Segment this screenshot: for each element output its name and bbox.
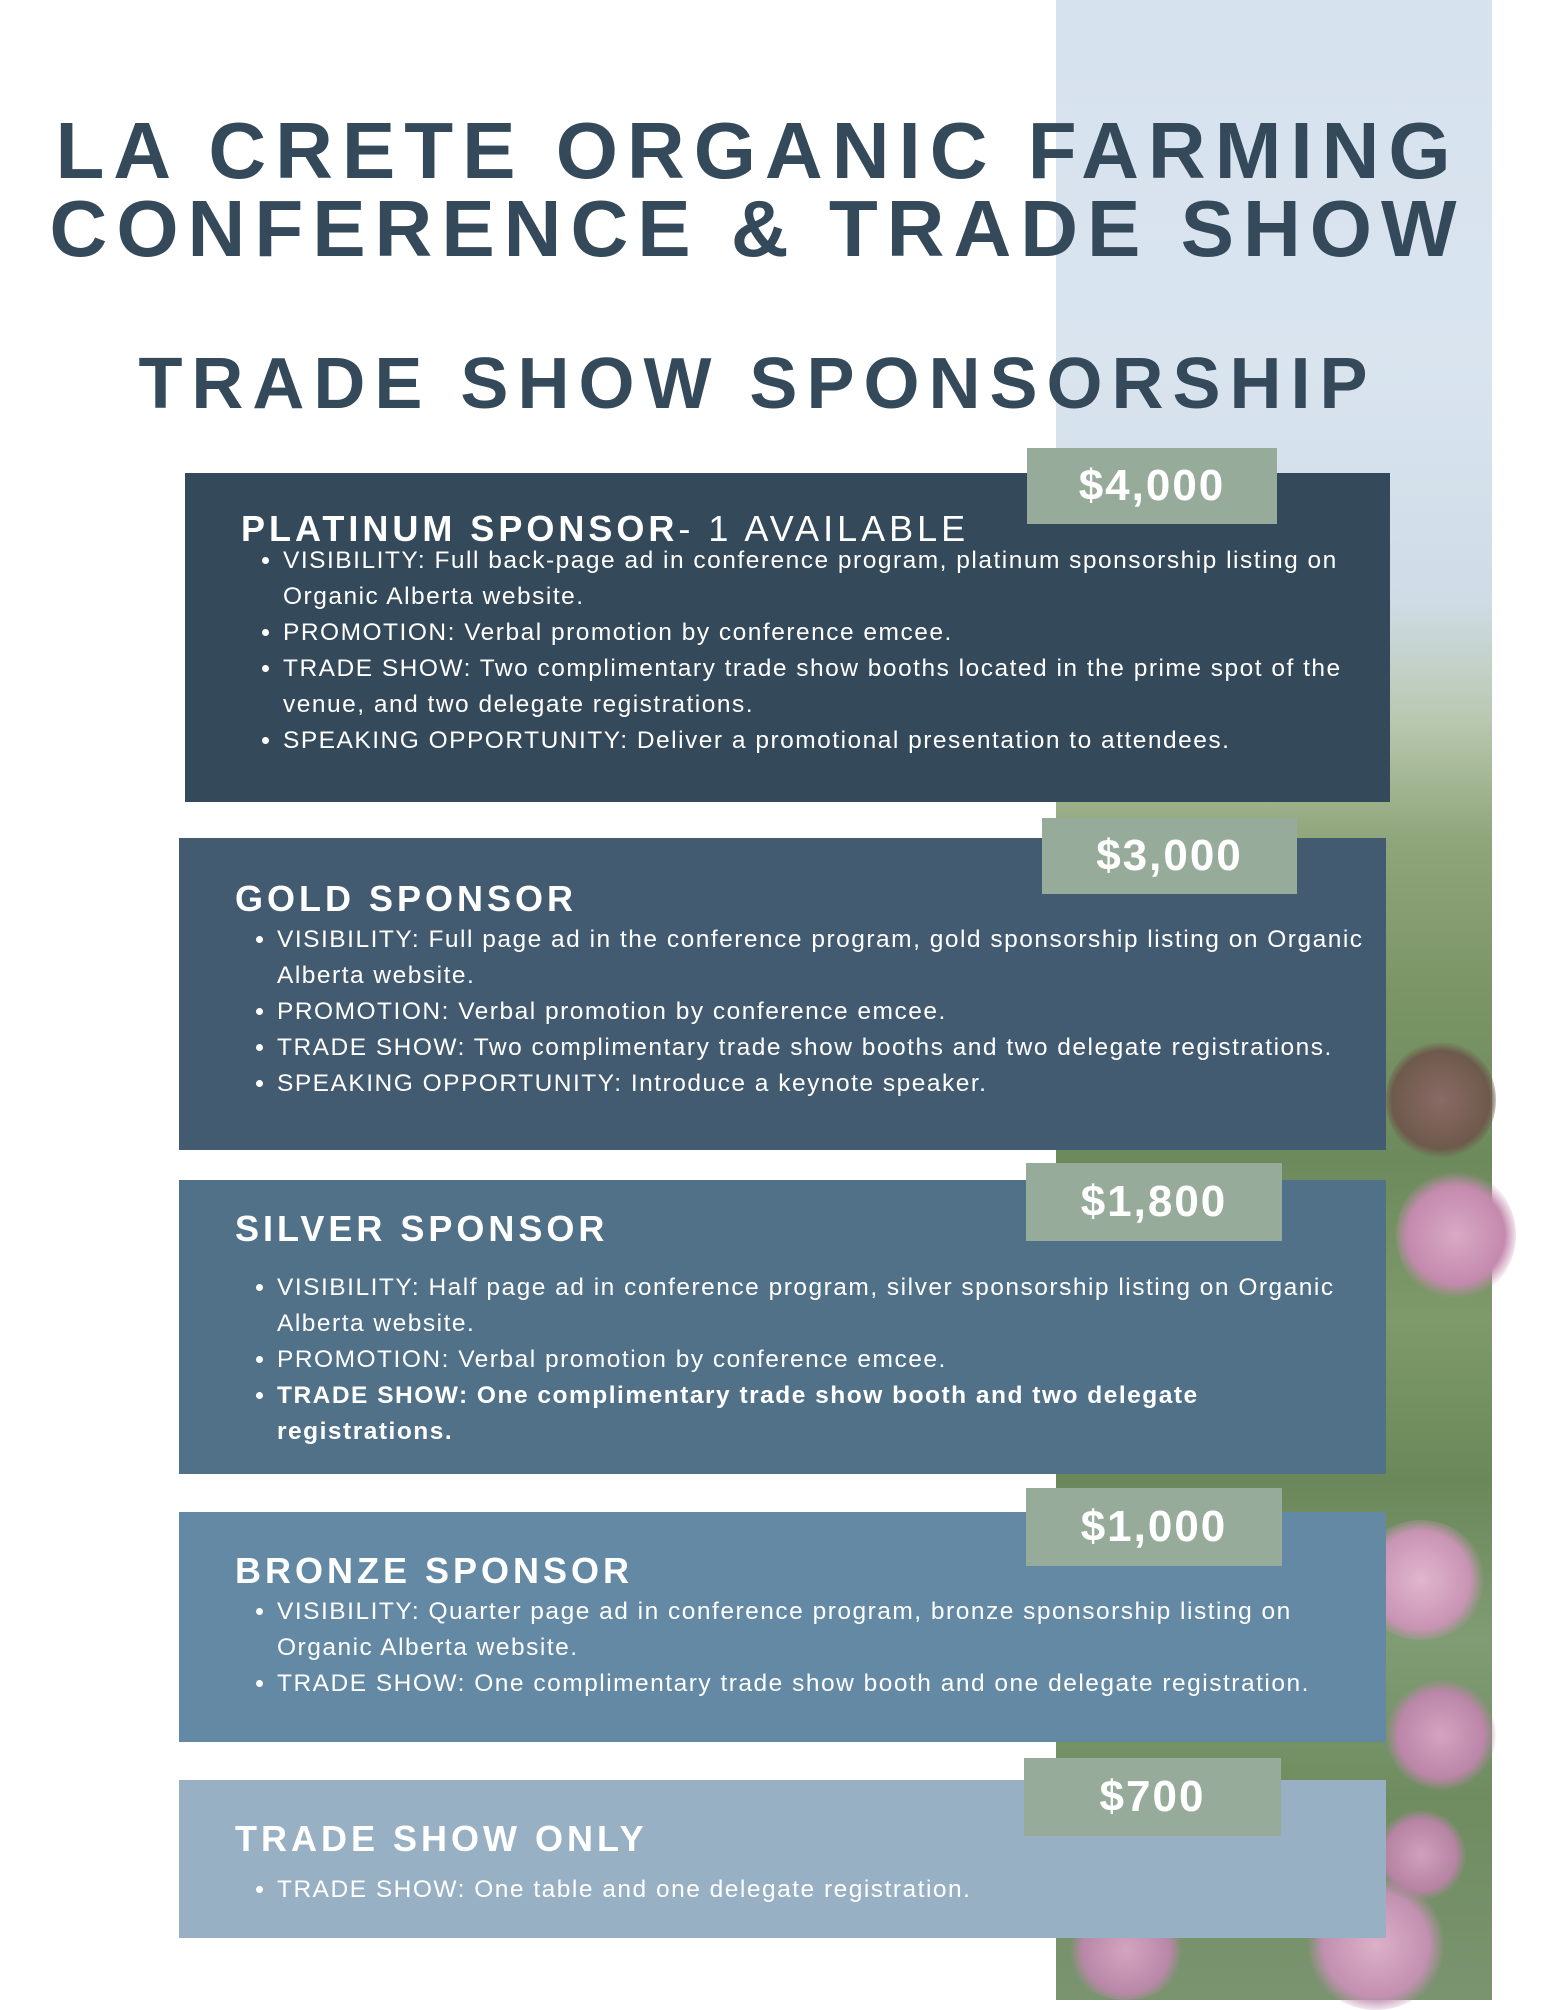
benefits-list	[241, 543, 1370, 759]
price-badge: $1,000	[1026, 1488, 1282, 1566]
list-item: • VISIBILITY: Full back-page ad in conference program, platinum sponsorship listing on Organic Alberta website.	[283, 543, 1370, 615]
benefits-list	[235, 1594, 1366, 1702]
list-item: • VISIBILITY: Quarter page ad in conference program, bronze sponsorship listing on Organic Alberta website.	[277, 1594, 1366, 1666]
list-item: • VISIBILITY: Half page ad in conference program, silver sponsorship listing on Organic Alberta website.	[277, 1270, 1366, 1342]
clover-flower-icon	[1396, 1170, 1516, 1300]
price-badge: $3,000	[1042, 818, 1297, 894]
clover-flower-icon	[1386, 1680, 1496, 1790]
page-title-line-2: CONFERENCE & TRADE SHOW	[49, 184, 1466, 273]
clover-flower-icon	[1386, 1040, 1496, 1160]
price-badge: $700	[1024, 1758, 1281, 1836]
list-item: • VISIBILITY: Full page ad in the conference program, gold sponsorship listing on Organic Alberta website.	[277, 922, 1366, 994]
page-subtitle: TRADE SHOW SPONSORSHIP	[138, 344, 1377, 424]
tier-availability: - 1 AVAILABLE	[678, 508, 970, 549]
list-item: • TRADE SHOW: Two complimentary trade show booths located in the prime spot of the venue, and two delegate registrations.	[283, 651, 1370, 723]
list-item: • PROMOTION: Verbal promotion by conference emcee.	[283, 615, 1370, 651]
list-item: • TRADE SHOW: One table and one delegate registration.	[277, 1872, 1366, 1908]
tier-name: SILVER SPONSOR	[235, 1208, 609, 1249]
price-badge: $4,000	[1027, 448, 1277, 524]
list-item: • TRADE SHOW: One complimentary trade show booth and two delegate registrations.	[277, 1378, 1366, 1450]
list-item: • SPEAKING OPPORTUNITY: Introduce a keynote speaker.	[277, 1066, 1366, 1102]
benefits-list	[235, 922, 1366, 1102]
list-item: • TRADE SHOW: Two complimentary trade show booths and two delegate registrations.	[277, 1030, 1366, 1066]
page-title-line-1: LA CRETE ORGANIC FARMING	[55, 106, 1460, 195]
list-item: • SPEAKING OPPORTUNITY: Deliver a promotional presentation to attendees.	[283, 723, 1370, 759]
list-item: • TRADE SHOW: One complimentary trade show booth and one delegate registration.	[277, 1666, 1366, 1702]
list-item: • PROMOTION: Verbal promotion by conference emcee.	[277, 1342, 1366, 1378]
benefits-list	[235, 1270, 1366, 1450]
price-badge: $1,800	[1026, 1163, 1282, 1241]
tier-name: TRADE SHOW ONLY	[235, 1818, 648, 1859]
list-item: • PROMOTION: Verbal promotion by conference emcee.	[277, 994, 1366, 1030]
tier-title: PLATINUM SPONSOR	[241, 508, 679, 549]
clover-flower-icon	[1376, 1810, 1466, 1900]
tier-name: GOLD SPONSOR	[235, 878, 578, 919]
tier-name: BRONZE SPONSOR	[235, 1550, 634, 1591]
benefits-list	[235, 1872, 1366, 1908]
